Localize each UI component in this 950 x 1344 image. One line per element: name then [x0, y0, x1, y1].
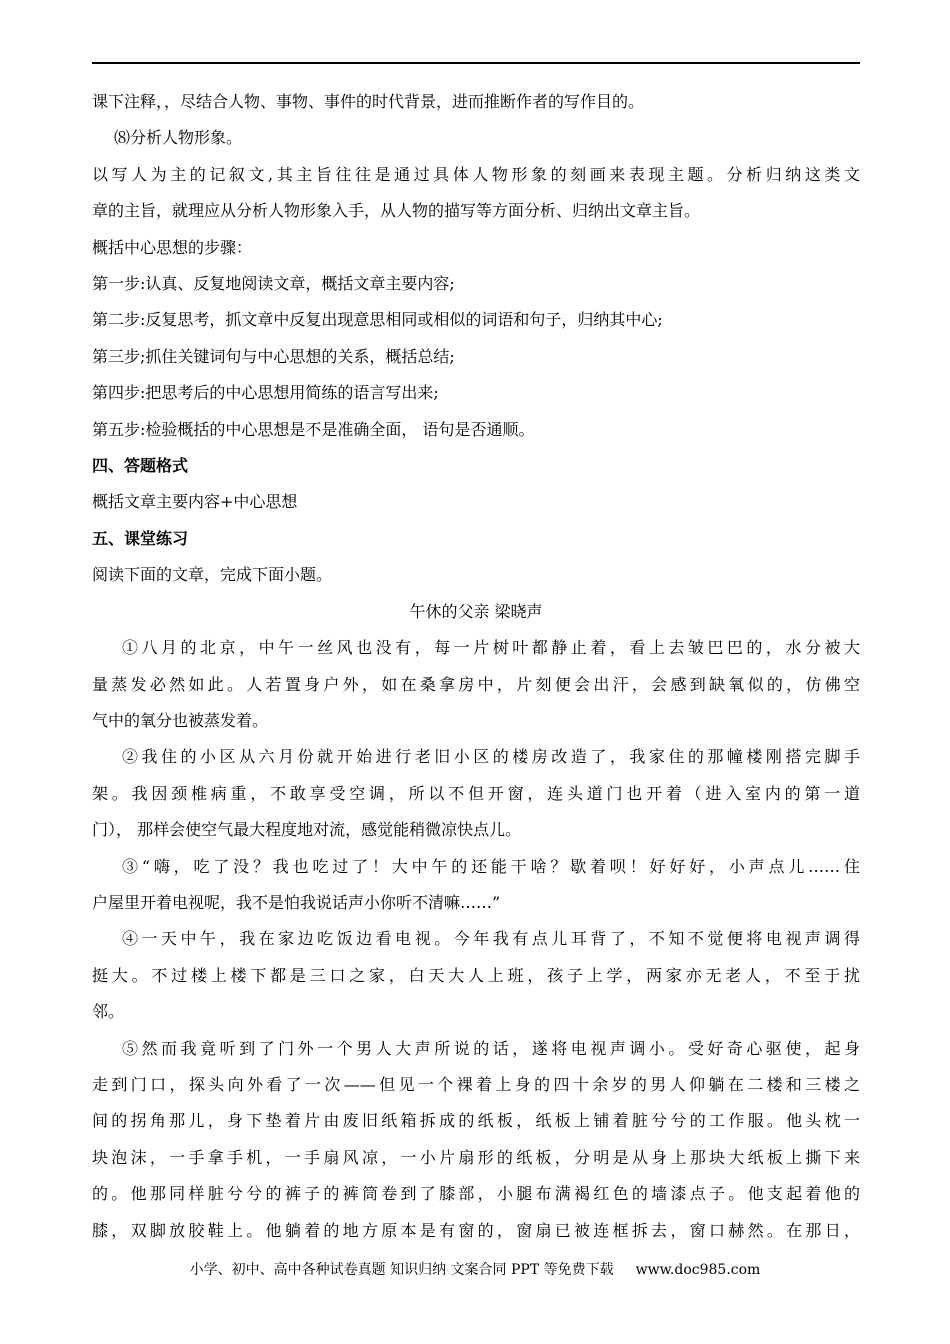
paragraph-line: ①八月的北京，中午一丝风也没有，每一片树叶都静止着，看上去皱巴巴的，水分被大: [122, 638, 860, 658]
paragraph-line: 块泡沫，一手拿手机，一手扇风凉，一小片扇形的纸板，分明是从身上那块大纸板上撕下来: [92, 1147, 860, 1167]
step-item: 第一步:认真、反复地阅读文章，概括文章主要内容;: [92, 274, 455, 294]
paragraph-line: ③“嗨，吃了没？我也吃过了！大中午的还能干啥？歇着呗！好好好，小声点儿……住: [122, 856, 860, 876]
text-line: 课下注释，，尽结合人物、事物、事件的时代背景，进而推断作者的写作目的。: [92, 92, 645, 111]
paragraph-line: 邻。: [92, 1002, 125, 1022]
step-item: 第四步:把思考后的中心思想用简练的语言写出来;: [92, 383, 439, 403]
text-line: 阅读下面的文章，完成下面小题。: [92, 565, 333, 585]
step-item: 第二步:反复思考，抓文章中反复出现意思相同或相似的词语和句子，归纳其中心;: [92, 310, 663, 330]
section-heading: 四、答题格式: [92, 456, 189, 476]
paragraph-line: 的。他那同样脏兮兮的裤子的裤筒卷到了膝部，小腿布满褐红色的墙漆点子。他支起着他的: [92, 1184, 860, 1204]
text-line: 概括中心思想的步骤：: [92, 237, 253, 257]
text-line: 概括文章主要内容+中心思想: [92, 492, 298, 512]
text-line: 以写人为主的记叙文,其主旨往往是通过具体人物形象的刻画来表现主题。分析归纳这类文: [92, 164, 860, 184]
paragraph-line: 门）， 那样会使空气最大程度地对流，感觉能稍微凉快点儿。: [92, 820, 522, 840]
section-heading: 五、课堂练习: [92, 528, 189, 548]
paragraph-line: 挺大。不过楼上楼下都是三口之家，白天大人上班，孩子上学，两家亦无老人，不至于扰: [92, 965, 860, 985]
paragraph-line: 间的拐角那儿，身下垫着片由废旧纸箱拆成的纸板，纸板上铺着脏兮兮的工作服。他头枕一: [92, 1111, 860, 1131]
paragraph-line: ④一天中午，我在家边吃饭边看电视。今年我有点儿耳背了，不知不觉便将电视声调得: [122, 929, 860, 949]
step-item: 第五步:检验概括的中心思想是不是准确全面， 语句是否通顺。: [92, 419, 535, 439]
paragraph-line: ⑤然而我竟听到了门外一个男人大声所说的话，遂将电视声调小。受好奇心驱使，起身: [122, 1038, 860, 1058]
page-footer: [0, 1259, 950, 1279]
paragraph-line: ②我住的小区从六月份就开始进行老旧小区的楼房改造了，我家住的那幢楼刚搭完脚手: [122, 747, 860, 767]
paragraph-line: 膝，双脚放胶鞋上。他躺着的地方原本是有窗的，窗扇已被连框拆去，窗口赫然。在那日，: [92, 1220, 860, 1240]
paragraph-line: 走到门口，探头向外看了一次——但见一个裸着上身的四十余岁的男人仰躺在二楼和三楼之: [92, 1074, 860, 1094]
footer-text: 小学、初中、高中各种试卷真题 知识归纳 文案合同 PPT 等免费下载: [189, 1262, 614, 1278]
text-line: 章的主旨，就理应从分析人物形象入手，从人物的描写等方面分析、归纳出文章主旨。: [92, 201, 701, 221]
paragraph-line: 气中的氧分也被蒸发着。: [92, 710, 269, 730]
article-title: 午休的父亲 梁晓声: [409, 601, 543, 621]
footer-url[interactable]: www.doc985.com: [635, 1262, 761, 1278]
paragraph-line: 量蒸发必然如此。人若置身户外，如在桑拿房中，片刻便会出汗，会感到缺氧似的，仿佛空: [92, 674, 860, 694]
paragraph-line: 架。我因颈椎病重，不敢享受空调，所以不但开窗，连头道门也开着（进入室内的第一道: [92, 783, 860, 803]
document-body: [92, 84, 860, 1249]
paragraph-line: 户屋里开着电视呢，我不是怕我说话声小你听不清嘛……”: [92, 892, 501, 912]
step-item: 第三步;抓住关键词句与中心思想的关系，概括总结;: [92, 346, 455, 366]
header-rule: [92, 62, 860, 64]
list-item-heading: ⑻分析人物形象。: [114, 128, 243, 148]
